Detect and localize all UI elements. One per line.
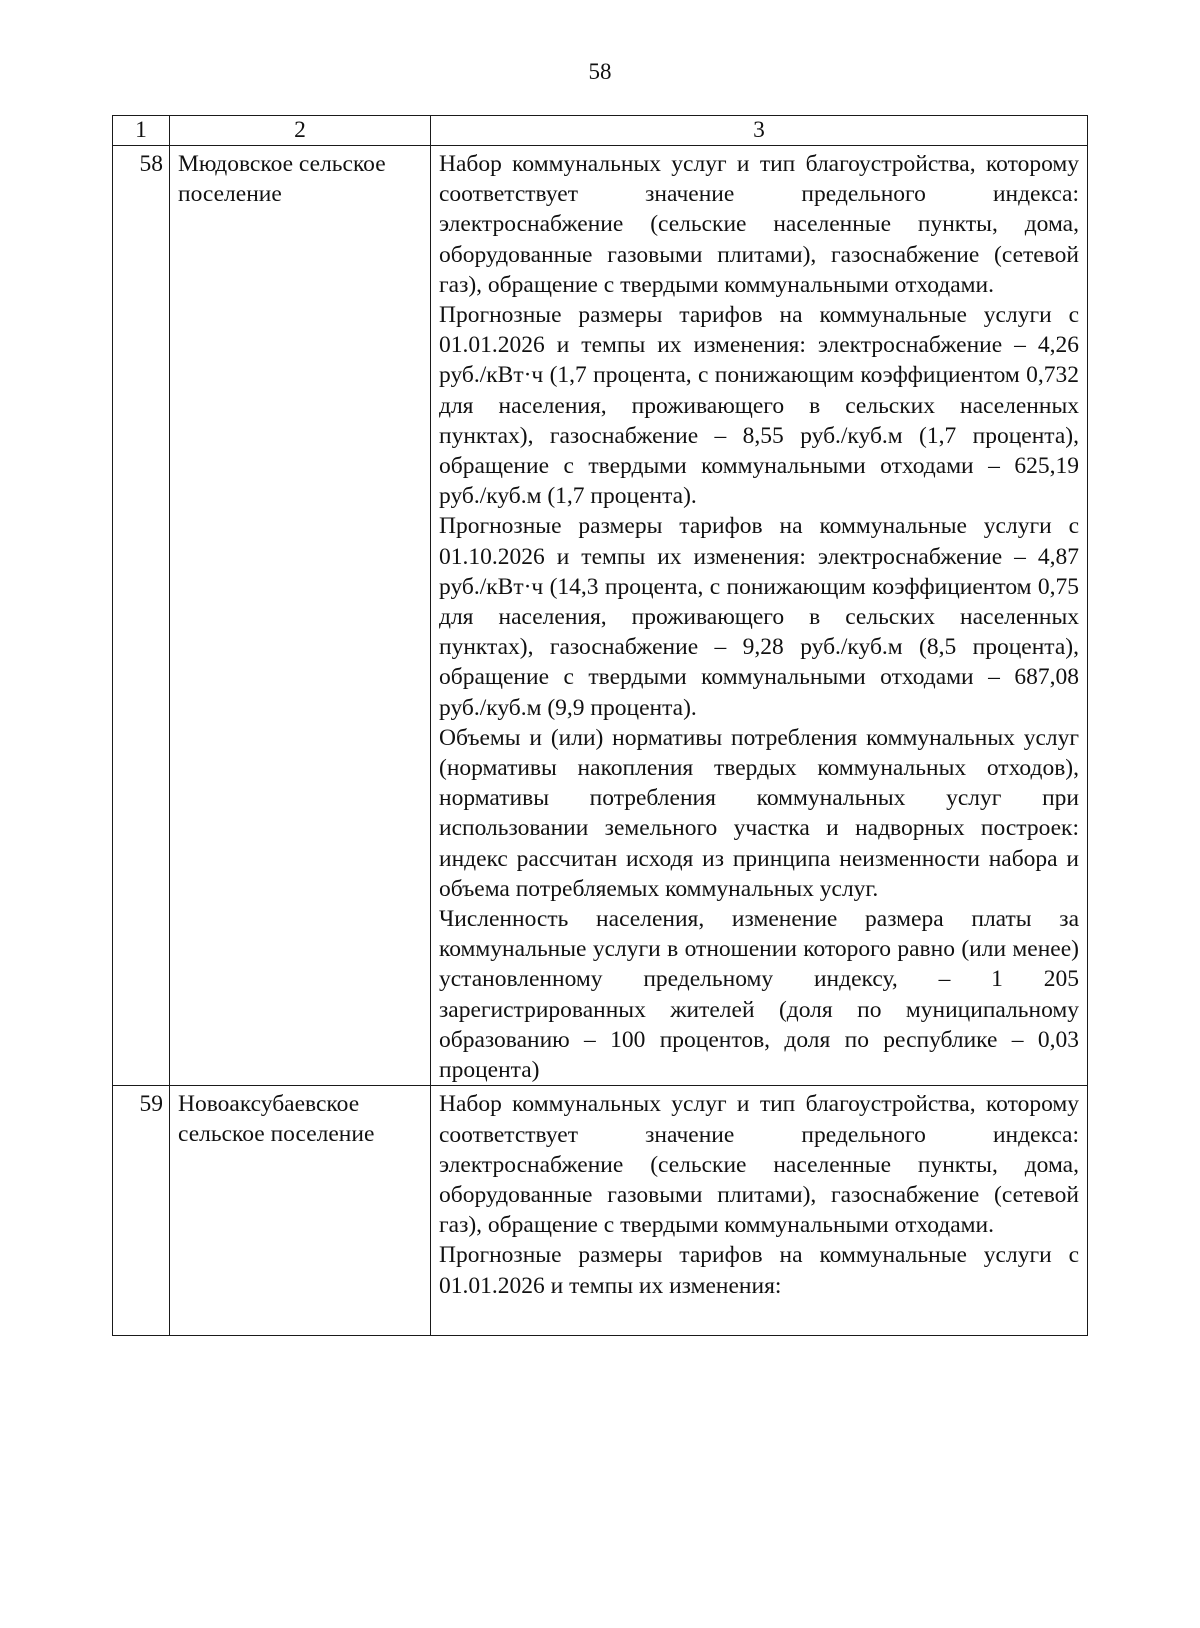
- tariff-table: [112, 115, 1088, 1336]
- column-header-municipality: 2: [170, 116, 431, 146]
- description-clip: [439, 1089, 1079, 1332]
- tariffs-jan-paragraph: Прогнозные размеры тарифов на коммунальные услуги с 01.01.2026 и темпы их изменения:: [439, 1242, 1079, 1299]
- description-cell: [431, 1086, 1088, 1336]
- description-cell: [431, 146, 1088, 1086]
- consumption-paragraph: Объемы и (или) нормативы потребления коммунальных услуг (нормативы накопления твердых коммунальных отходов), нормативы потребления коммунальных услуг при использовании земельного участка и надворных построек: индекс рассчитан исходя из принципа неизменности набора и объема потребляемых коммунальных услуг.: [439, 724, 1079, 902]
- municipality-name: Новоаксубаевское сельское поселение: [170, 1086, 431, 1336]
- services-paragraph: Набор коммунальных услуг и тип благоустройства, которому соответствует значение предельного индекса: электроснабжение (сельские населенные пункты, дома, оборудованные газовыми плитами), газоснабжение (сетевой газ), обращение с твердыми коммунальными отходами.: [439, 1091, 1079, 1239]
- table-row: [113, 1086, 1088, 1336]
- column-header-number: 1: [113, 116, 170, 146]
- population-paragraph: Численность населения, изменение размера платы за коммунальные услуги в отношении которого равно (или менее) установленному предельному индексу, – 1 205 зарегистрированных жителей (доля по муниципальному образованию – 100 процентов, доля по республике – 0,03 процента): [439, 906, 1079, 1084]
- table-header-row: [113, 116, 1088, 146]
- tariffs-oct-paragraph: Прогнозные размеры тарифов на коммунальные услуги с 01.10.2026 и темпы их изменения: электроснабжение – 4,87 руб./кВт·ч (14,3 процента, с понижающим коэффициентом 0,75 для населения, проживающего в сельских населенных пунктах), газоснабжение – 9,28 руб./куб.м (8,5 процента), обращение с твердыми коммунальными отходами – 687,08 руб./куб.м (9,9 процента).: [439, 513, 1079, 721]
- services-paragraph: Набор коммунальных услуг и тип благоустройства, которому соответствует значение предельного индекса: электроснабжение (сельские населенные пункты, дома, оборудованные газовыми плитами), газоснабжение (сетевой газ), обращение с твердыми коммунальными отходами.: [439, 151, 1079, 298]
- page-number: 58: [588, 59, 612, 84]
- row-number: 58: [113, 146, 170, 1086]
- column-header-description: 3: [431, 116, 1088, 146]
- municipality-name: Мюдовское сельское поселение: [170, 146, 431, 1086]
- table-row: [113, 146, 1088, 1086]
- tariffs-jan-paragraph: Прогнозные размеры тарифов на коммунальные услуги с 01.01.2026 и темпы их изменения: электроснабжение – 4,26 руб./кВт·ч (1,7 процента, с понижающим коэффициентом 0,732 для населения, проживающего в сельских населенных пунктах), газоснабжение – 8,55 руб./куб.м (1,7 процента), обращение с твердыми коммунальными отходами – 625,19 руб./куб.м (1,7 процента).: [439, 302, 1079, 510]
- row-number: 59: [113, 1086, 170, 1336]
